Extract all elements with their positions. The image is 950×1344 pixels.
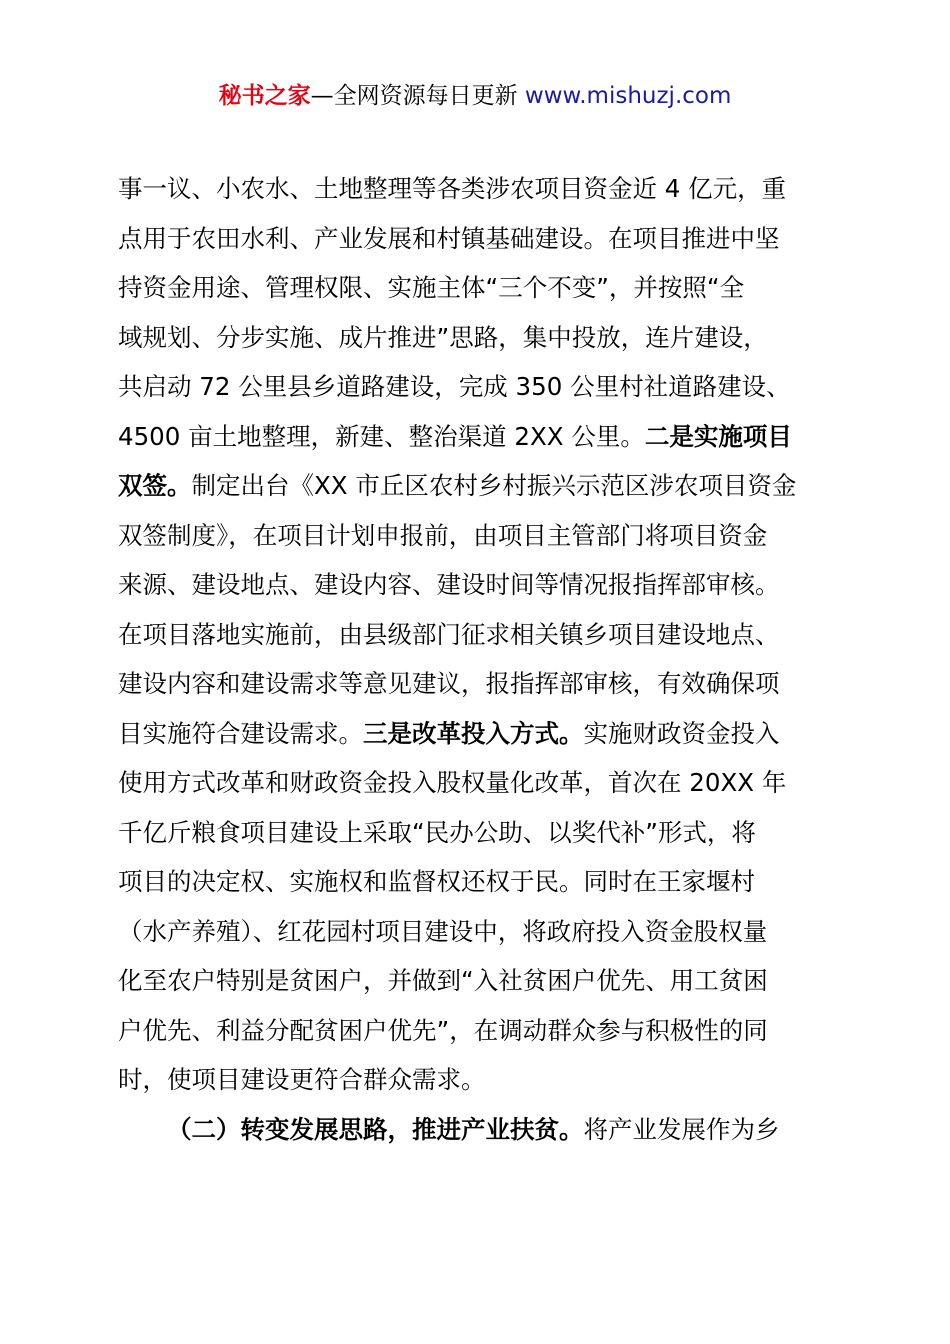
text-line [118, 511, 832, 561]
body-text-segment: 时，使项目建设更符合群众需求。 [118, 1065, 486, 1094]
body-text-segment: 项目的决定权、实施权和监督权还权于民。同时在王家堰村 [118, 867, 755, 896]
text-line [118, 412, 832, 462]
text-line [118, 808, 832, 858]
brand-name: 秘书之家 [218, 83, 311, 109]
text-line [118, 956, 832, 1006]
text-line [118, 907, 832, 957]
text-line [118, 362, 832, 412]
page-header [0, 80, 950, 112]
website-link[interactable]: www.mishuzj.com [524, 83, 732, 109]
text-line [118, 1055, 832, 1105]
body-text-segment: 域规划、分步实施、成片推进”思路，集中投放，连片建设， [118, 322, 768, 352]
body-text-segment: 千亿斤粮食项目建设上采取“民办公助、以奖代补”形式，将 [118, 817, 756, 847]
body-text-segment: 实施财政资金投入 [583, 718, 780, 748]
document-body [118, 164, 832, 1154]
body-text-segment: 建设内容和建设需求等意见建议，报指挥部审核，有效确保项 [118, 669, 780, 698]
text-line [118, 709, 832, 759]
body-text-segment: 双签制度》，在项目计划申报前，由项目主管部门将项目资金 [118, 520, 768, 550]
body-text-segment: 在项目落地实施前，由县级部门征求相关镇乡项目建设地点、 [118, 619, 780, 649]
text-line [118, 659, 832, 709]
body-text-segment: 户优先、利益分配贫困户优先”，在调动群众参与积极性的同 [118, 1015, 768, 1045]
text-line [118, 857, 832, 907]
text-line [118, 263, 832, 313]
body-text-segment: 将产业发展作为乡 [583, 1114, 780, 1144]
body-text-segment: 共启动 72 公里县乡道路建设，完成 350 公里村社道路建设、 [118, 372, 791, 401]
body-text-segment: 4500 亩土地整理，新建、整治渠道 2XX 公里。 [118, 421, 645, 451]
body-text-segment: （水产养殖）、红花园村项目建设中，将政府投入资金股权量 [118, 916, 768, 946]
body-text-segment: 来源、建设地点、建设内容、建设时间等情况报指挥部审核。 [118, 570, 780, 599]
text-line [118, 560, 832, 610]
bold-heading-text: 三是改革投入方式。 [363, 718, 584, 748]
body-text-segment: 点用于农田水利、产业发展和村镇基础建设。在项目推进中坚 [118, 223, 780, 253]
body-text-segment: 目实施符合建设需求。 [118, 718, 363, 748]
body-text-segment: 事一议、小农水、土地整理等各类涉农项目资金近 4 亿元，重 [118, 174, 787, 203]
text-line [118, 610, 832, 660]
text-line [118, 1105, 832, 1155]
text-line [118, 1006, 832, 1056]
bold-heading-text: 二是实施项目 [644, 421, 792, 451]
header-tagline: —全网资源每日更新 [310, 83, 525, 109]
text-line [118, 461, 832, 511]
text-line [118, 758, 832, 808]
body-text-segment: 制定出台《XX 市丘区农村乡村振兴示范区涉农项目资金 [191, 471, 797, 500]
body-text-segment: 化至农户特别是贫困户，并做到“入社贫困户优先、用工贫困 [118, 966, 768, 995]
body-text-segment: 使用方式改革和财政资金投入股权量化改革，首次在 20XX 年 [118, 768, 787, 797]
bold-heading-text: 双签。 [118, 471, 192, 500]
text-line [118, 164, 832, 214]
bold-heading-text: （二）转变发展思路，推进产业扶贫。 [167, 1114, 584, 1144]
body-text-segment: 持资金用途、管理权限、实施主体“三个不变”，并按照“全 [118, 273, 745, 302]
text-line [118, 214, 832, 264]
text-line [118, 313, 832, 363]
